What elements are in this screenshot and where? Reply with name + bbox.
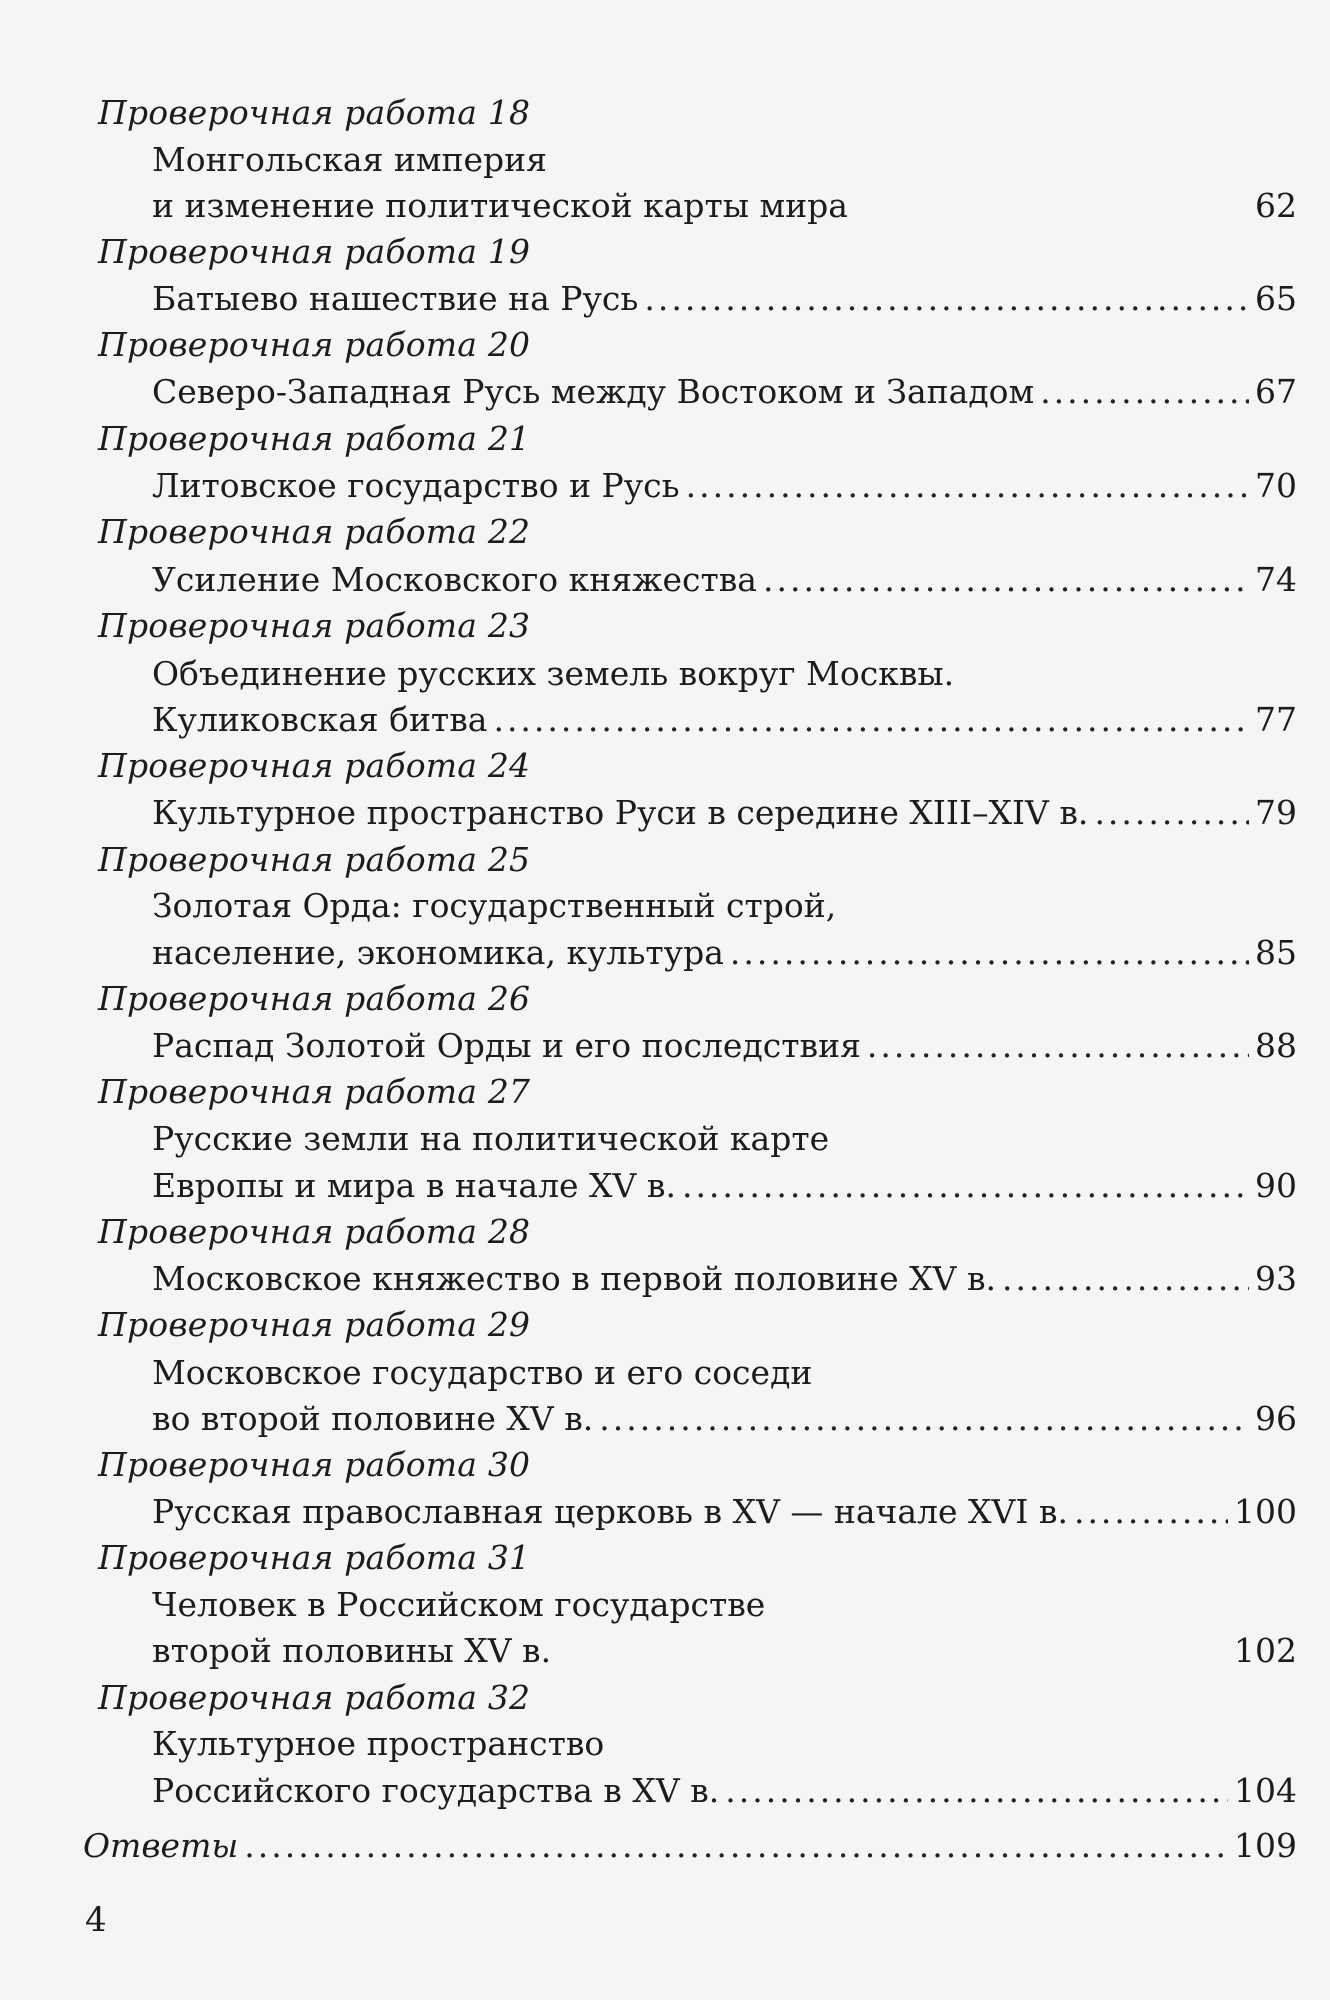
entry-title-line[interactable]: население, экономика, культура ..... 85 bbox=[152, 933, 1297, 973]
entry-heading: Проверочная работа 26 bbox=[98, 979, 531, 1018]
entry-heading: Проверочная работа 27 bbox=[98, 1072, 531, 1111]
entry-title-line[interactable]: Российского государства в XV в. ..... 104 bbox=[152, 1771, 1297, 1811]
page-ref: 74 bbox=[1255, 560, 1297, 599]
entry-heading: Проверочная работа 23 bbox=[98, 606, 531, 645]
entry-title-line[interactable]: Русская православная церковь в XV — начале XVI в. ..... 100 bbox=[152, 1492, 1297, 1532]
entry-heading: Проверочная работа 20 bbox=[98, 325, 531, 364]
answers-label: Ответы bbox=[83, 1826, 239, 1865]
page-ref: 77 bbox=[1255, 700, 1297, 739]
entry-title-line[interactable]: Куликовская битва ..... 77 bbox=[152, 700, 1297, 740]
entry-title-line[interactable]: Европы и мира в начале XV в. ..... 90 bbox=[152, 1166, 1297, 1206]
entry-title-line: Русские земли на политической карте bbox=[152, 1119, 830, 1158]
page-ref: 109 bbox=[1234, 1826, 1297, 1865]
page-number: 4 bbox=[85, 1900, 107, 1940]
page-ref: 88 bbox=[1255, 1026, 1297, 1065]
page-ref: 102 bbox=[1234, 1631, 1297, 1670]
page-ref: 67 bbox=[1255, 372, 1297, 411]
entry-title-line: Объединение русских земель вокруг Москвы. bbox=[152, 654, 955, 693]
page-ref: 70 bbox=[1255, 466, 1297, 505]
answers-entry[interactable] bbox=[83, 1826, 1297, 1866]
entry-title-line[interactable]: Литовское государство и Русь ..... 70 bbox=[152, 466, 1297, 506]
entry-heading: Проверочная работа 31 bbox=[98, 1538, 531, 1577]
entry-title-line[interactable]: Батыево нашествие на Русь ..... 65 bbox=[152, 279, 1297, 319]
page-ref: 65 bbox=[1255, 279, 1297, 318]
entry-heading: Проверочная работа 25 bbox=[98, 840, 531, 879]
entry-title-line[interactable]: Московское княжество в первой половине XV в. ..... 93 bbox=[152, 1259, 1297, 1299]
entry-title-line: Монгольская империя bbox=[152, 140, 547, 179]
entry-heading: Проверочная работа 24 bbox=[98, 746, 531, 785]
entry-title-line[interactable]: Северо-Западная Русь между Востоком и Западом ..... 67 bbox=[152, 372, 1297, 412]
entry-heading: Проверочная работа 18 bbox=[98, 93, 531, 132]
page-ref: 90 bbox=[1255, 1166, 1297, 1205]
entry-heading: Проверочная работа 29 bbox=[98, 1305, 531, 1344]
entry-heading: Проверочная работа 30 bbox=[98, 1445, 531, 1484]
entry-title-line: Золотая Орда: государственный строй, bbox=[152, 886, 837, 925]
entry-title-line[interactable]: Распад Золотой Орды и его последствия ..... 88 bbox=[152, 1026, 1297, 1066]
entry-title-line[interactable]: во второй половине XV в. ..... 96 bbox=[152, 1399, 1297, 1439]
page-ref: 93 bbox=[1255, 1259, 1297, 1298]
entry-title-line[interactable]: Усиление Московского княжества ..... 74 bbox=[152, 560, 1297, 600]
entry-title-line[interactable]: и изменение политической карты мира 62 bbox=[152, 186, 1297, 225]
entry-title-line: Культурное пространство bbox=[152, 1724, 605, 1763]
page-ref: 104 bbox=[1234, 1771, 1297, 1810]
entry-heading: Проверочная работа 19 bbox=[98, 232, 531, 271]
entry-title-line: Человек в Российском государстве bbox=[152, 1585, 766, 1624]
page-ref: 96 bbox=[1255, 1399, 1297, 1438]
entry-title-line: Московское государство и его соседи bbox=[152, 1353, 813, 1392]
page-ref: 85 bbox=[1255, 933, 1297, 972]
page-ref: 62 bbox=[1255, 186, 1297, 225]
entry-heading: Проверочная работа 32 bbox=[98, 1678, 531, 1717]
entry-heading: Проверочная работа 28 bbox=[98, 1212, 531, 1251]
page-ref: 79 bbox=[1255, 793, 1297, 832]
entry-heading: Проверочная работа 22 bbox=[98, 512, 531, 551]
entry-title-line[interactable]: второй половины XV в. 102 bbox=[152, 1631, 1297, 1670]
page-ref: 100 bbox=[1234, 1492, 1297, 1531]
entry-heading: Проверочная работа 21 bbox=[98, 419, 531, 458]
entry-title-line[interactable]: Культурное пространство Руси в середине XIII–XIV в. ..... 79 bbox=[152, 793, 1297, 833]
